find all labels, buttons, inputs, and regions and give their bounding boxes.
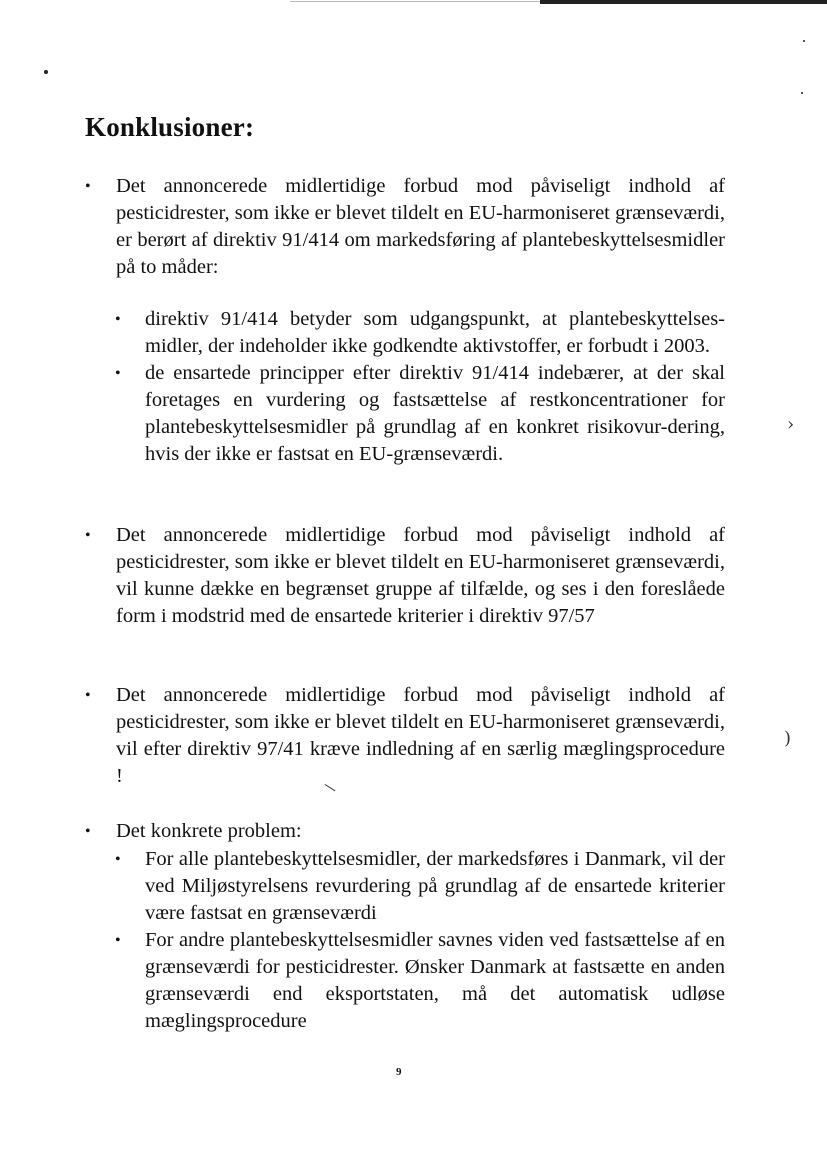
conclusion-list <box>85 818 725 845</box>
bullet-icon: • <box>115 932 121 949</box>
sub-list <box>115 846 725 1035</box>
list-item <box>85 173 725 281</box>
list-item <box>85 682 725 790</box>
page-title: Konklusioner: <box>85 112 255 142</box>
list-item-text: Det annoncerede midlertidige forbud mod påviseligt indhold af pesticidrester, som ikke er blevet tildelt en EU-harmoniseret grænseværdi, vil efter direktiv 97/41 kræve indledning af en særlig mæglingsprocedure ! <box>116 684 725 787</box>
bullet-icon: • <box>85 527 91 544</box>
list-item-text: Det annoncerede midlertidige forbud mod påviseligt indhold af pesticidrester, som ikke er blevet tildelt en EU-harmoniseret grænseværdi, er berørt af direktiv 91/414 om markedsføring af plantebeskyttelsesmidler på to måder: <box>116 175 725 278</box>
sub-list-item-text: direktiv 91/414 betyder som udgangspunkt, at plantebeskyttelses-midler, der indeholder ikke godkendte aktivstoffer, er forbudt i 2003. <box>145 308 725 357</box>
bullet-icon: • <box>115 851 121 868</box>
sub-list-item <box>115 360 725 468</box>
scan-speck <box>803 40 805 42</box>
scan-speck <box>801 92 803 94</box>
sub-list-item-text: For alle plantebeskyttelsesmidler, der markedsføres i Danmark, vil der ved Miljøstyrelsens revurdering på grundlag af de ensartede kriterier være fastsat en grænseværdi <box>145 848 725 924</box>
sub-list-item-text: For andre plantebeskyttelsesmidler savnes viden ved fastsættelse af en grænseværdi for pesticidrester. Ønsker Danmark at fastsætte en anden grænseværdi end eksportstaten, må det automatisk udløse mæglingsprocedure <box>145 929 725 1032</box>
list-item-text: Det annoncerede midlertidige forbud mod påviseligt indhold af pesticidrester, som ikke er blevet tildelt en EU-harmoniseret grænseværdi, vil kunne dække en begrænset gruppe af tilfælde, og ses i den foreslåede form i modstrid med de ensartede kriterier i direktiv 97/57 <box>116 524 725 627</box>
margin-mark: \ <box>323 780 338 796</box>
sub-list-item <box>115 927 725 1035</box>
conclusion-list <box>85 682 725 790</box>
scan-edge-line-faint <box>290 1 540 2</box>
bullet-icon: • <box>85 687 91 704</box>
sub-list <box>115 306 725 468</box>
bullet-icon: • <box>85 823 91 840</box>
page-number: 9 <box>396 1066 402 1078</box>
sub-list-item-text: de ensartede principper efter direktiv 91/414 indebærer, at der skal foretages en vurdering og fastsættelse af restkoncentrationer for plantebeskyttelsesmidler på grundlag af en konkret risikovur-dering, hvis der ikke er fastsat en EU-grænseværdi. <box>145 362 725 465</box>
conclusion-list <box>85 173 725 281</box>
list-item <box>85 818 725 845</box>
scan-edge-line <box>540 0 827 4</box>
margin-mark: › <box>787 414 795 435</box>
bullet-icon: • <box>85 178 91 195</box>
sub-list-item <box>115 846 725 927</box>
bullet-icon: • <box>115 311 121 328</box>
margin-mark: ) <box>784 728 792 749</box>
scan-speck <box>44 70 48 74</box>
sub-list-item <box>115 306 725 360</box>
list-item <box>85 522 725 630</box>
bullet-icon: • <box>115 365 121 382</box>
list-item-text: Det konkrete problem: <box>116 820 302 842</box>
conclusion-list <box>85 522 725 630</box>
